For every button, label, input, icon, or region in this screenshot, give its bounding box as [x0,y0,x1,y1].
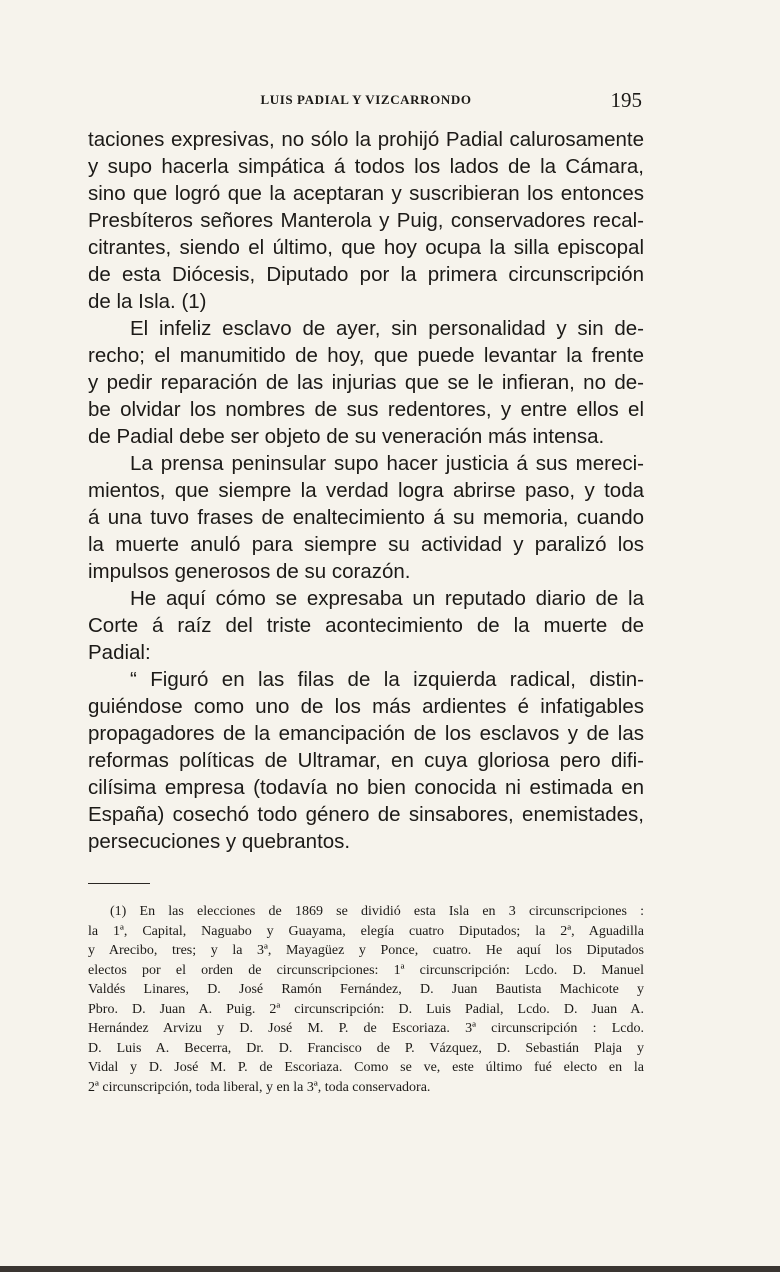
text-line: á una tuvo frases de enaltecimiento á su memoria, cuando [88,506,644,529]
footnote [88,902,644,1097]
text-line: de la Isla. (1) [88,290,207,313]
text-line: de esta Diócesis, Diputado por la primera circunscripción [88,263,644,286]
text-line: cilísima empresa (todavía no bien conocida ni estimada en [88,776,644,799]
paragraph [88,585,644,666]
paragraph [88,126,644,315]
text-line: la muerte anuló para siempre su actividad y paralizó los [88,533,644,556]
text-line: España) cosechó todo género de sinsabores, enemistades, [88,803,644,826]
footnote-line: D. Luis A. Becerra, Dr. D. Francisco de P. Vázquez, D. Sebastián Plaja y [88,1040,644,1056]
text-line: reformas políticas de Ultramar, en cuya gloriosa pero difi- [88,749,644,772]
paragraph [88,315,644,450]
text-line: sino que logró que la aceptaran y suscribieran los entonces [88,182,644,205]
text-line: taciones expresivas, no sólo la prohijó Padial calurosamente [88,128,644,151]
footnote-line: (1) En las elecciones de 1869 se dividió esta Isla en 3 circunscripciones : [110,904,644,919]
footnote-line: Vidal y D. José M. P. de Escoriaza. Como se ve, este último fué electo en la [88,1060,644,1075]
text-line: impulsos generosos de su corazón. [88,560,411,583]
text-line: de Padial debe ser objeto de su veneración más intensa. [88,425,605,448]
footnote-line: 2ª circunscripción, toda liberal, y en la 3ª, toda conservadora. [88,1079,431,1095]
footnote-line: Pbro. D. Juan A. Puig. 2ª circunscripción: D. Luis Padial, Lcdo. D. Juan A. [88,1001,644,1017]
text-line: y pedir reparación de las injurias que se le infieran, no de- [88,371,644,394]
text-line: persecuciones y quebrantos. [88,830,351,853]
text-line: He aquí cómo se expresaba un reputado diario de la [130,587,644,610]
text-line: y supo hacerla simpática á todos los lados de la Cámara, [88,155,644,178]
text-line: recho; el manumitido de hoy, que puede levantar la frente [88,344,644,367]
text-line: El infeliz esclavo de ayer, sin personalidad y sin de- [130,317,644,340]
footnote-line: y Arecibo, tres; y la 3ª, Mayagüez y Ponce, cuatro. He aquí los Diputados [88,943,644,958]
footnote-divider [88,883,150,884]
text-line: mientos, que siempre la verdad logra abrirse paso, y toda [88,479,644,502]
footnote-line: electos por el orden de circunscripciones: 1ª circunscripción: Lcdo. D. Manuel [88,962,644,978]
text-line: propagadores de la emancipación de los esclavos y de las [88,722,644,745]
text-line: “ Figuró en las filas de la izquierda radical, distin- [130,668,644,691]
text-line: citrantes, siendo el último, que hoy ocupa la silla episcopal [88,236,644,259]
text-line: Padial: [88,641,151,664]
footnote-line: la 1ª, Capital, Naguabo y Guayama, elegía cuatro Diputados; la 2ª, Aguadilla [88,923,644,939]
text-line: be olvidar los nombres de sus redentores, y entre ellos el [88,398,644,421]
body-text [88,126,644,855]
page-number: 195 [610,88,642,112]
text-line: guiéndose como uno de los más ardientes é infatigables [88,695,644,718]
page-header [88,88,644,118]
text-line: La prensa peninsular supo hacer justicia á sus mereci- [130,452,644,475]
text-line: Presbíteros señores Manterola y Puig, conservadores recal- [88,209,644,232]
paragraph [88,666,644,855]
text-line: Corte á raíz del triste acontecimiento de la muerte de [88,614,644,637]
running-title: LUIS PADIAL Y VIZCARRONDO [260,92,472,107]
page-bottom-edge [0,1266,780,1272]
paragraph [88,450,644,585]
footnote-line: Valdés Linares, D. José Ramón Fernández, D. Juan Bautista Machicote y [88,982,644,997]
footnote-line: Hernández Arvizu y D. José M. P. de Escoriaza. 3ª circunscripción : Lcdo. [88,1021,644,1036]
